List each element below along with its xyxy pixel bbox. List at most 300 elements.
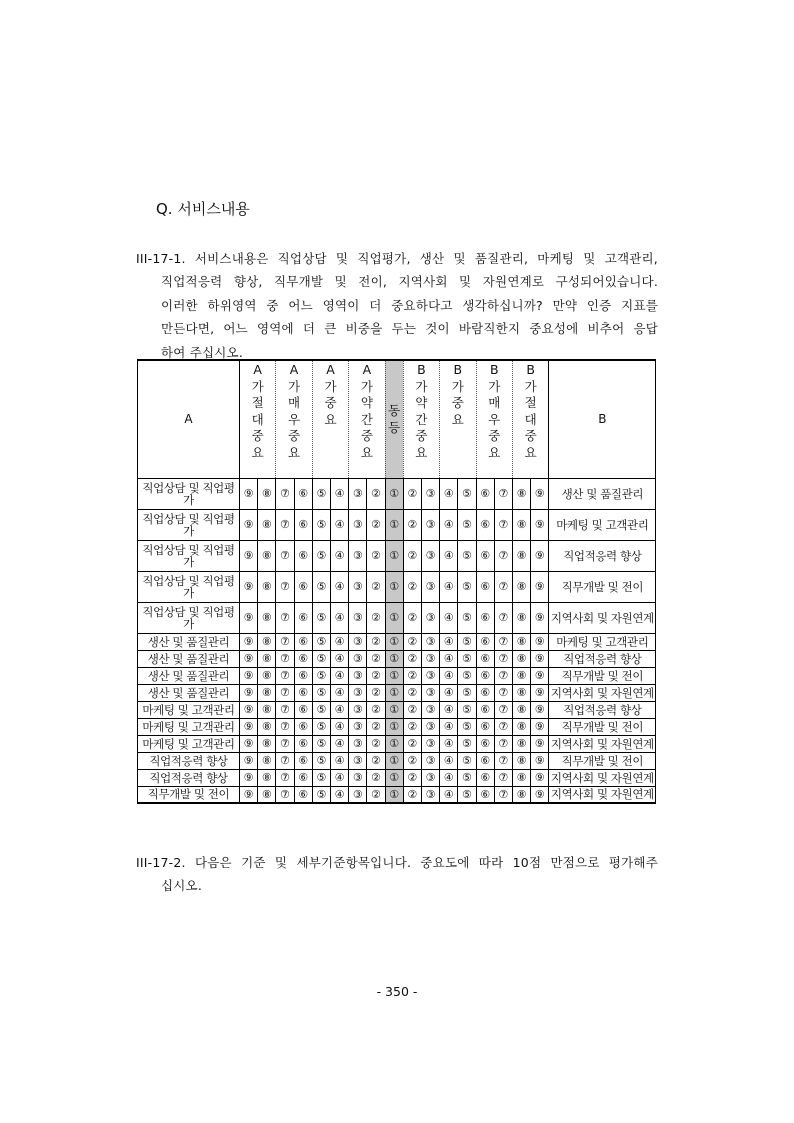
question-line: III-17-2. 다음은 기준 및 세부기준항목입니다. 중요도에 따라 10점 만점으로 평가해주 <box>136 855 658 870</box>
rating-option[interactable]: ④ <box>330 540 348 571</box>
rating-option[interactable]: ③ <box>421 718 439 735</box>
rating-option[interactable]: ⑤ <box>312 735 330 752</box>
rating-option[interactable]: ② <box>403 786 421 803</box>
rating-option[interactable]: ③ <box>349 786 367 803</box>
rating-option[interactable]: ④ <box>330 667 348 684</box>
rating-option[interactable]: ④ <box>440 602 458 633</box>
rating-option[interactable]: ③ <box>421 509 439 540</box>
rating-option[interactable]: ⑦ <box>276 752 294 769</box>
rating-option[interactable]: ⑦ <box>494 769 512 786</box>
rating-option[interactable]: ② <box>367 571 385 602</box>
rating-option[interactable]: ④ <box>330 602 348 633</box>
rating-option[interactable]: ② <box>367 509 385 540</box>
table-row <box>138 752 656 769</box>
rating-option[interactable]: ⑥ <box>294 769 312 786</box>
rating-option[interactable]: ⑧ <box>258 509 276 540</box>
rating-option[interactable]: ② <box>367 752 385 769</box>
scale-header-char: A <box>253 362 262 377</box>
rating-option[interactable]: ③ <box>349 701 367 718</box>
rating-option[interactable]: ⑧ <box>512 571 530 602</box>
rating-option[interactable]: ⑤ <box>458 571 476 602</box>
rating-option[interactable]: ⑥ <box>476 752 494 769</box>
rating-option[interactable]: ④ <box>440 769 458 786</box>
rating-option[interactable]: ④ <box>440 650 458 667</box>
rating-option[interactable]: ⑨ <box>240 650 258 667</box>
comparison-table <box>137 359 656 804</box>
rating-option[interactable]: ⑨ <box>531 735 549 752</box>
rating-option[interactable]: ⑦ <box>494 540 512 571</box>
rating-option[interactable]: ② <box>403 752 421 769</box>
rating-option[interactable]: ② <box>367 701 385 718</box>
rating-option[interactable]: ③ <box>421 786 439 803</box>
rating-option[interactable]: ⑨ <box>240 769 258 786</box>
rating-option[interactable]: ① <box>385 786 403 803</box>
rating-option[interactable]: ② <box>403 769 421 786</box>
scale-header-char: B <box>417 362 426 377</box>
rating-option[interactable]: ⑦ <box>276 769 294 786</box>
question-line: 이러한 하위영역 중 어느 영역이 더 중요하다고 생각하십니까? 만약 인증 지표를 <box>161 297 658 313</box>
rating-option[interactable]: ⑨ <box>531 650 549 667</box>
scale-header-char: 중 <box>324 395 337 411</box>
rating-option[interactable]: ④ <box>330 633 348 650</box>
rating-option[interactable]: ⑧ <box>512 786 530 803</box>
rating-option[interactable]: ⑥ <box>294 650 312 667</box>
rating-option[interactable]: ⑨ <box>240 602 258 633</box>
rating-option[interactable]: ⑨ <box>531 752 549 769</box>
rating-option[interactable]: ② <box>367 602 385 633</box>
scale-header-char: 가 <box>524 378 537 394</box>
rating-option[interactable]: ① <box>385 667 403 684</box>
rating-option[interactable]: ④ <box>440 571 458 602</box>
scale-header-char: A <box>326 362 335 377</box>
rating-option[interactable]: ⑥ <box>476 667 494 684</box>
rating-option[interactable]: ⑦ <box>494 478 512 509</box>
rating-option[interactable]: ⑥ <box>476 735 494 752</box>
rating-option[interactable]: ⑥ <box>476 786 494 803</box>
rating-option[interactable]: ⑤ <box>312 571 330 602</box>
rating-option[interactable]: ⑧ <box>258 718 276 735</box>
rating-option[interactable]: ⑦ <box>494 650 512 667</box>
rating-option[interactable]: ③ <box>349 650 367 667</box>
question-number: III-17-2. <box>136 855 186 870</box>
rating-option[interactable]: ⑥ <box>294 540 312 571</box>
rating-option[interactable]: ② <box>367 478 385 509</box>
rating-option[interactable]: ① <box>385 540 403 571</box>
rating-option[interactable]: ⑨ <box>240 478 258 509</box>
rating-option[interactable]: ④ <box>440 509 458 540</box>
rating-option[interactable]: ⑥ <box>476 633 494 650</box>
rating-option[interactable]: ③ <box>349 602 367 633</box>
rating-option[interactable]: ④ <box>330 650 348 667</box>
rating-option[interactable]: ① <box>385 650 403 667</box>
rating-option[interactable]: ⑥ <box>294 633 312 650</box>
scale-header-b-slightly <box>403 360 439 478</box>
scale-header-a-absolute <box>240 360 276 478</box>
rating-option[interactable]: ⑧ <box>258 602 276 633</box>
rating-option[interactable]: ⑥ <box>294 684 312 701</box>
rating-option[interactable]: ⑦ <box>494 701 512 718</box>
rating-option[interactable]: ⑧ <box>512 667 530 684</box>
rating-option[interactable]: ④ <box>440 786 458 803</box>
rating-option[interactable]: ① <box>385 752 403 769</box>
rating-option[interactable]: ② <box>403 718 421 735</box>
rating-option[interactable]: ⑧ <box>258 701 276 718</box>
rating-option[interactable]: ③ <box>421 667 439 684</box>
rating-option[interactable]: ⑧ <box>258 540 276 571</box>
rating-option[interactable]: ⑨ <box>531 718 549 735</box>
rating-option[interactable]: ⑦ <box>276 667 294 684</box>
rating-option[interactable]: ② <box>403 650 421 667</box>
rating-option[interactable]: ① <box>385 602 403 633</box>
rating-option[interactable]: ⑨ <box>240 633 258 650</box>
rating-option[interactable]: ⑥ <box>294 752 312 769</box>
rating-option[interactable]: ⑦ <box>494 786 512 803</box>
rating-option[interactable]: ③ <box>349 735 367 752</box>
scale-header-char: 요 <box>324 411 337 427</box>
rating-option[interactable]: ⑨ <box>531 509 549 540</box>
rating-option[interactable]: ⑧ <box>512 478 530 509</box>
rating-option[interactable]: ⑦ <box>276 684 294 701</box>
scale-header-char: 요 <box>251 444 264 460</box>
rating-option[interactable]: ④ <box>330 718 348 735</box>
rating-option[interactable]: ④ <box>330 735 348 752</box>
rating-option[interactable]: ⑤ <box>312 769 330 786</box>
rating-option[interactable]: ③ <box>421 478 439 509</box>
scale-header-char: 요 <box>360 444 373 460</box>
rating-option[interactable]: ③ <box>421 650 439 667</box>
rating-option[interactable]: ⑤ <box>458 602 476 633</box>
rating-option[interactable]: ③ <box>421 684 439 701</box>
rating-option[interactable]: ④ <box>440 684 458 701</box>
rating-option[interactable]: ① <box>385 718 403 735</box>
rating-option[interactable]: ⑦ <box>494 602 512 633</box>
rating-option[interactable]: ⑥ <box>476 769 494 786</box>
rating-option[interactable]: ⑤ <box>458 735 476 752</box>
rating-option[interactable]: ⑦ <box>276 701 294 718</box>
table-row <box>138 602 656 633</box>
rating-option[interactable]: ⑧ <box>258 478 276 509</box>
rating-option[interactable]: ⑤ <box>458 718 476 735</box>
rating-option[interactable]: ④ <box>440 667 458 684</box>
rating-option[interactable]: ⑥ <box>294 718 312 735</box>
rating-option[interactable]: ⑧ <box>258 786 276 803</box>
rating-option[interactable]: ⑤ <box>458 650 476 667</box>
rating-option[interactable]: ③ <box>421 701 439 718</box>
table-row <box>138 540 656 571</box>
rating-option[interactable]: ⑨ <box>240 786 258 803</box>
rating-option[interactable]: ③ <box>421 571 439 602</box>
rating-option[interactable]: ⑧ <box>512 752 530 769</box>
rating-option[interactable]: ⑤ <box>312 650 330 667</box>
rating-option[interactable]: ⑥ <box>294 735 312 752</box>
rating-option[interactable]: ⑨ <box>531 478 549 509</box>
rating-option[interactable]: ⑨ <box>531 786 549 803</box>
rating-option[interactable]: ② <box>367 769 385 786</box>
rating-option[interactable]: ⑦ <box>276 478 294 509</box>
table-row <box>138 786 656 803</box>
rating-option[interactable]: ⑦ <box>494 667 512 684</box>
rating-option[interactable]: ⑦ <box>276 571 294 602</box>
rating-option[interactable]: ⑤ <box>458 540 476 571</box>
rating-option[interactable]: ⑤ <box>458 478 476 509</box>
scale-header-char: A <box>362 362 372 377</box>
rating-option[interactable]: ⑨ <box>240 509 258 540</box>
rating-option[interactable]: ④ <box>330 571 348 602</box>
rating-option[interactable]: ② <box>403 540 421 571</box>
rating-option[interactable]: ④ <box>330 684 348 701</box>
rating-option[interactable]: ⑨ <box>531 684 549 701</box>
rating-option[interactable]: ③ <box>349 667 367 684</box>
rating-option[interactable]: ⑧ <box>258 667 276 684</box>
rating-option[interactable]: ⑨ <box>240 701 258 718</box>
rating-option[interactable]: ⑧ <box>258 633 276 650</box>
scale-header-a-slightly <box>349 360 385 478</box>
rating-option[interactable]: ③ <box>349 571 367 602</box>
rating-option[interactable]: ③ <box>349 633 367 650</box>
scale-header-char: 등 <box>388 419 401 435</box>
rating-option[interactable]: ④ <box>440 540 458 571</box>
rating-option[interactable]: ⑧ <box>512 602 530 633</box>
rating-option[interactable]: ④ <box>330 478 348 509</box>
rating-option[interactable]: ⑤ <box>312 701 330 718</box>
rating-option[interactable]: ② <box>367 667 385 684</box>
rating-option[interactable]: ⑥ <box>476 602 494 633</box>
scale-header-char: 매 <box>488 395 501 411</box>
item-b-label: 마케팅 및 고객관리 <box>549 509 656 540</box>
rating-option[interactable]: ② <box>403 478 421 509</box>
rating-option[interactable]: ⑥ <box>476 540 494 571</box>
rating-option[interactable]: ⑥ <box>294 667 312 684</box>
rating-option[interactable]: ⑤ <box>458 684 476 701</box>
rating-option[interactable]: ⑥ <box>476 684 494 701</box>
rating-option[interactable]: ② <box>403 571 421 602</box>
rating-option[interactable]: ⑦ <box>276 735 294 752</box>
question-line: 십시오. <box>161 878 202 894</box>
question-line: 직업적응력 향상, 직무개발 및 전이, 지역사회 및 자원연계로 구성되어있습니다. <box>161 274 658 290</box>
item-b-label: 직업적응력 향상 <box>549 650 656 667</box>
rating-option[interactable]: ① <box>385 571 403 602</box>
rating-option[interactable]: ② <box>403 602 421 633</box>
rating-option[interactable]: ⑧ <box>512 718 530 735</box>
rating-option[interactable]: ⑨ <box>240 735 258 752</box>
rating-option[interactable]: ⑧ <box>258 752 276 769</box>
rating-option[interactable]: ⑦ <box>494 633 512 650</box>
rating-option[interactable]: ④ <box>440 701 458 718</box>
rating-option[interactable]: ⑧ <box>512 650 530 667</box>
rating-option[interactable]: ⑧ <box>512 735 530 752</box>
question-line: 만든다면, 어느 영역에 더 큰 비중을 두는 것이 바람직한지 중요성에 비추어 응답 <box>161 321 658 337</box>
rating-option[interactable]: ③ <box>349 718 367 735</box>
rating-option[interactable]: ③ <box>349 478 367 509</box>
rating-option[interactable]: ④ <box>440 718 458 735</box>
rating-option[interactable]: ⑨ <box>240 540 258 571</box>
rating-option[interactable]: ⑤ <box>458 633 476 650</box>
rating-option[interactable]: ② <box>403 701 421 718</box>
rating-option[interactable]: ⑤ <box>312 478 330 509</box>
rating-option[interactable]: ⑤ <box>458 667 476 684</box>
rating-option[interactable]: ⑨ <box>240 684 258 701</box>
rating-option[interactable]: ⑨ <box>531 701 549 718</box>
rating-option[interactable]: ⑤ <box>458 509 476 540</box>
rating-option[interactable]: ① <box>385 633 403 650</box>
rating-option[interactable]: ⑧ <box>258 650 276 667</box>
rating-option[interactable]: ⑥ <box>294 701 312 718</box>
rating-option[interactable]: ① <box>385 769 403 786</box>
item-a-label: 직업상담 및 직업평가 <box>138 478 240 509</box>
rating-option[interactable]: ② <box>403 633 421 650</box>
item-a-label: 직업적응력 향상 <box>138 769 240 786</box>
scale-header-char: 중 <box>360 428 373 444</box>
question-17-1 <box>136 247 658 364</box>
rating-option[interactable]: ⑦ <box>494 684 512 701</box>
rating-option[interactable]: ⑨ <box>240 752 258 769</box>
rating-option[interactable]: ⑤ <box>458 752 476 769</box>
rating-option[interactable]: ④ <box>330 769 348 786</box>
rating-option[interactable]: ④ <box>330 752 348 769</box>
rating-option[interactable]: ② <box>403 684 421 701</box>
scale-header-char: 대 <box>251 411 264 427</box>
rating-option[interactable]: ⑥ <box>476 650 494 667</box>
rating-option[interactable]: ⑥ <box>294 786 312 803</box>
rating-option[interactable]: ⑦ <box>494 752 512 769</box>
rating-option[interactable]: ⑥ <box>294 571 312 602</box>
rating-option[interactable]: ⑨ <box>531 667 549 684</box>
rating-option[interactable]: ⑤ <box>312 718 330 735</box>
rating-option[interactable]: ⑦ <box>276 650 294 667</box>
rating-option[interactable]: ⑧ <box>258 684 276 701</box>
scale-header-char: 요 <box>451 411 464 427</box>
rating-option[interactable]: ③ <box>349 769 367 786</box>
rating-option[interactable]: ⑦ <box>494 735 512 752</box>
item-a-label: 직업적응력 향상 <box>138 752 240 769</box>
rating-option[interactable]: ⑧ <box>512 633 530 650</box>
rating-option[interactable]: ④ <box>330 701 348 718</box>
rating-option[interactable]: ① <box>385 684 403 701</box>
scale-header-char: 중 <box>488 428 501 444</box>
rating-option[interactable]: ② <box>367 650 385 667</box>
rating-option[interactable]: ⑨ <box>531 769 549 786</box>
rating-option[interactable]: ③ <box>421 602 439 633</box>
rating-option[interactable]: ④ <box>330 786 348 803</box>
rating-option[interactable]: ⑦ <box>494 718 512 735</box>
rating-option[interactable]: ⑦ <box>276 540 294 571</box>
rating-option[interactable]: ⑧ <box>512 701 530 718</box>
rating-option[interactable]: ⑤ <box>312 633 330 650</box>
rating-option[interactable]: ⑥ <box>476 509 494 540</box>
rating-option[interactable]: ① <box>385 478 403 509</box>
rating-option[interactable]: ② <box>403 509 421 540</box>
scale-header-char: 가 <box>324 378 337 394</box>
rating-option[interactable]: ② <box>367 684 385 701</box>
rating-option[interactable]: ② <box>367 718 385 735</box>
rating-option[interactable]: ④ <box>440 735 458 752</box>
rating-option[interactable]: ⑤ <box>458 786 476 803</box>
rating-option[interactable]: ② <box>367 540 385 571</box>
rating-option[interactable]: ⑧ <box>258 735 276 752</box>
rating-option[interactable]: ⑥ <box>294 478 312 509</box>
rating-option[interactable]: ⑧ <box>512 509 530 540</box>
rating-option[interactable]: ④ <box>440 752 458 769</box>
rating-option[interactable]: ③ <box>421 769 439 786</box>
item-a-label: 직업상담 및 직업평가 <box>138 540 240 571</box>
rating-option[interactable]: ⑥ <box>476 478 494 509</box>
item-b-label: 지역사회 및 자원연계 <box>549 684 656 701</box>
rating-option[interactable]: ⑤ <box>458 701 476 718</box>
rating-option[interactable]: ① <box>385 701 403 718</box>
rating-option[interactable]: ⑨ <box>531 571 549 602</box>
rating-option[interactable]: ⑤ <box>312 752 330 769</box>
scale-header-char: 동 <box>388 403 401 419</box>
rating-option[interactable]: ① <box>385 509 403 540</box>
rating-option[interactable]: ⑤ <box>312 684 330 701</box>
rating-option[interactable]: ⑧ <box>512 684 530 701</box>
rating-option[interactable]: ④ <box>440 478 458 509</box>
rating-option[interactable]: ⑥ <box>294 602 312 633</box>
rating-option[interactable]: ⑨ <box>240 571 258 602</box>
rating-option[interactable]: ⑤ <box>312 602 330 633</box>
rating-option[interactable]: ④ <box>440 633 458 650</box>
rating-option[interactable]: ⑨ <box>240 667 258 684</box>
rating-option[interactable]: ⑦ <box>494 571 512 602</box>
rating-option[interactable]: ③ <box>349 509 367 540</box>
rating-option[interactable]: ⑦ <box>276 786 294 803</box>
rating-option[interactable]: ⑧ <box>258 769 276 786</box>
rating-option[interactable]: ⑧ <box>512 769 530 786</box>
rating-option[interactable]: ⑦ <box>276 633 294 650</box>
rating-option[interactable]: ⑥ <box>476 571 494 602</box>
item-a-label: 마케팅 및 고객관리 <box>138 701 240 718</box>
rating-option[interactable]: ② <box>367 735 385 752</box>
rating-option[interactable]: ⑦ <box>494 509 512 540</box>
rating-option[interactable]: ② <box>403 735 421 752</box>
rating-option[interactable]: ③ <box>349 684 367 701</box>
rating-option[interactable]: ⑤ <box>312 667 330 684</box>
item-a-label: 마케팅 및 고객관리 <box>138 718 240 735</box>
rating-option[interactable]: ① <box>385 735 403 752</box>
rating-option[interactable]: ⑨ <box>240 718 258 735</box>
rating-option[interactable]: ⑤ <box>312 509 330 540</box>
item-b-label: 직무개발 및 전이 <box>549 718 656 735</box>
rating-option[interactable]: ⑥ <box>294 509 312 540</box>
rating-option[interactable]: ② <box>367 786 385 803</box>
rating-option[interactable]: ② <box>367 633 385 650</box>
table-row <box>138 684 656 701</box>
rating-option[interactable]: ⑧ <box>512 540 530 571</box>
rating-option[interactable]: ⑦ <box>276 509 294 540</box>
rating-option[interactable]: ⑦ <box>276 602 294 633</box>
rating-option[interactable]: ③ <box>421 752 439 769</box>
rating-option[interactable]: ⑨ <box>531 540 549 571</box>
rating-option[interactable]: ⑨ <box>531 633 549 650</box>
rating-option[interactable]: ⑥ <box>476 718 494 735</box>
rating-option[interactable]: ③ <box>421 540 439 571</box>
rating-option[interactable]: ② <box>403 667 421 684</box>
rating-option[interactable]: ⑤ <box>312 540 330 571</box>
rating-option[interactable]: ⑤ <box>312 786 330 803</box>
scale-header-b-absolute <box>512 360 548 478</box>
rating-option[interactable]: ⑨ <box>531 602 549 633</box>
rating-option[interactable]: ③ <box>421 735 439 752</box>
rating-option[interactable]: ⑦ <box>276 718 294 735</box>
rating-option[interactable]: ③ <box>349 752 367 769</box>
rating-option[interactable]: ⑥ <box>476 701 494 718</box>
rating-option[interactable]: ④ <box>330 509 348 540</box>
rating-option[interactable]: ③ <box>349 540 367 571</box>
scale-header-char: 절 <box>524 395 537 411</box>
rating-option[interactable]: ③ <box>421 633 439 650</box>
rating-option[interactable]: ⑧ <box>258 571 276 602</box>
rating-option[interactable]: ⑤ <box>458 769 476 786</box>
